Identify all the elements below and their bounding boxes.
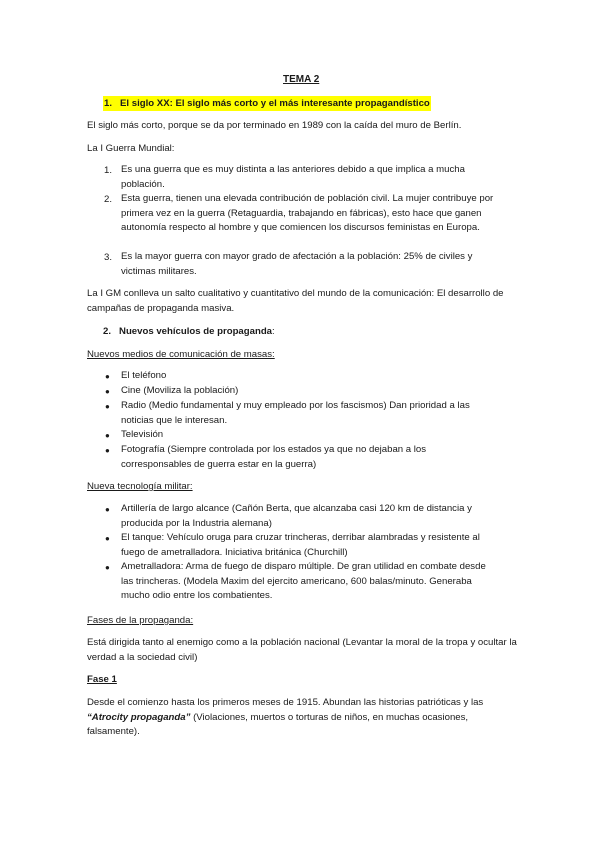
section-2-number: 2. xyxy=(103,326,112,337)
section-2-heading xyxy=(103,324,275,339)
section-1-heading xyxy=(103,96,431,111)
bullet-icon: ● xyxy=(105,505,110,514)
ww1-label: La I Guerra Mundial: xyxy=(87,143,175,154)
bullet-icon: ● xyxy=(105,534,110,543)
section-2-colon: : xyxy=(272,326,275,337)
phase-1-paragraph xyxy=(87,696,517,740)
media-item-2: Cine (Moviliza la población) xyxy=(121,385,239,396)
ww1-item-2: Esta guerra, tienen una elevada contribución de población civil. La mujer contribuye por primera vez en la guerra (Retaguardia, trabajando en fábricas), esto hace que ganen autonomía respecto al hombre y que comiencen los discursos feministas en Europa. xyxy=(121,193,494,234)
military-item-3: Ametralladora: Arma de fuego de disparo múltiple. De gran utilidad en combate desde las trincheras. (Modela Maxim del ejercito americano, 600 balas/minuto. Generaba mucho odio entre los combatientes. xyxy=(121,561,486,602)
ww1-item-1-number: 1. xyxy=(104,165,113,176)
bullet-icon: ● xyxy=(105,387,110,396)
media-label: Nuevos medios de comunicación de masas: xyxy=(87,349,275,360)
intro-paragraph: El siglo más corto, porque se da por terminado en 1989 con la caída del muro de Berlín. xyxy=(87,120,462,131)
media-item-1: El teléfono xyxy=(121,370,167,381)
military-label: Nueva tecnología militar: xyxy=(87,481,193,492)
ww1-item-1: Es una guerra que es muy distinta a las anteriores debido a que implica a mucha población. xyxy=(121,164,465,190)
gm-paragraph: La I GM conlleva un salto cualitativo y cuantitativo del mundo de la comunicación: El desarrollo de campañas de propaganda masiva. xyxy=(87,288,504,314)
phase-1-text-a: Desde el comienzo hasta los primeros meses de 1915. Abundan las historias patrióticas y las xyxy=(87,697,484,708)
page-title: TEMA 2 xyxy=(283,74,320,85)
phase-1-label: Fase 1 xyxy=(87,674,117,685)
bullet-icon: ● xyxy=(105,431,110,440)
section-2-heading-text: Nuevos vehículos de propaganda xyxy=(119,326,273,337)
military-item-1: Artillería de largo alcance (Cañón Berta, que alcanzaba casi 120 km de distancia y producida por la Industria alemana) xyxy=(121,503,472,529)
phases-label: Fases de la propaganda: xyxy=(87,615,194,626)
phases-paragraph: Está dirigida tanto al enemigo como a la población nacional (Levantar la moral de la tropa y ocultar la verdad a la sociedad civil) xyxy=(87,637,517,663)
phase-1-text-b: (Violaciones, muertos o torturas de niños, en muchas ocasiones, falsamente). xyxy=(87,711,469,738)
atrocity-propaganda-term: “Atrocity propaganda” xyxy=(87,711,191,723)
ww1-item-3: Es la mayor guerra con mayor grado de afectación a la población: 25% de civiles y victimas militares. xyxy=(121,251,473,277)
military-item-2: El tanque: Vehículo oruga para cruzar trincheras, derribar alambradas y resistente al fuego de ametralladora. Iniciativa británica (Churchill) xyxy=(121,532,480,558)
ww1-item-3-number: 3. xyxy=(104,252,113,263)
ww1-item-2-number: 2. xyxy=(104,194,113,205)
bullet-icon: ● xyxy=(105,402,110,411)
media-item-4: Televisión xyxy=(121,429,164,440)
bullet-icon: ● xyxy=(105,563,110,572)
section-1-number: 1. xyxy=(104,98,113,109)
media-item-3: Radio (Medio fundamental y muy empleado por los fascismos) Dan prioridad a las noticias que le interesan. xyxy=(121,400,470,426)
media-item-5: Fotografía (Siempre controlada por los estados ya que no dejaban a los corresponsables de guerra estar en la guerra) xyxy=(121,444,427,470)
bullet-icon: ● xyxy=(105,446,110,455)
section-1-heading-text: El siglo XX: El siglo más corto y el más interesante propagandístico xyxy=(120,98,430,109)
bullet-icon: ● xyxy=(105,372,110,381)
